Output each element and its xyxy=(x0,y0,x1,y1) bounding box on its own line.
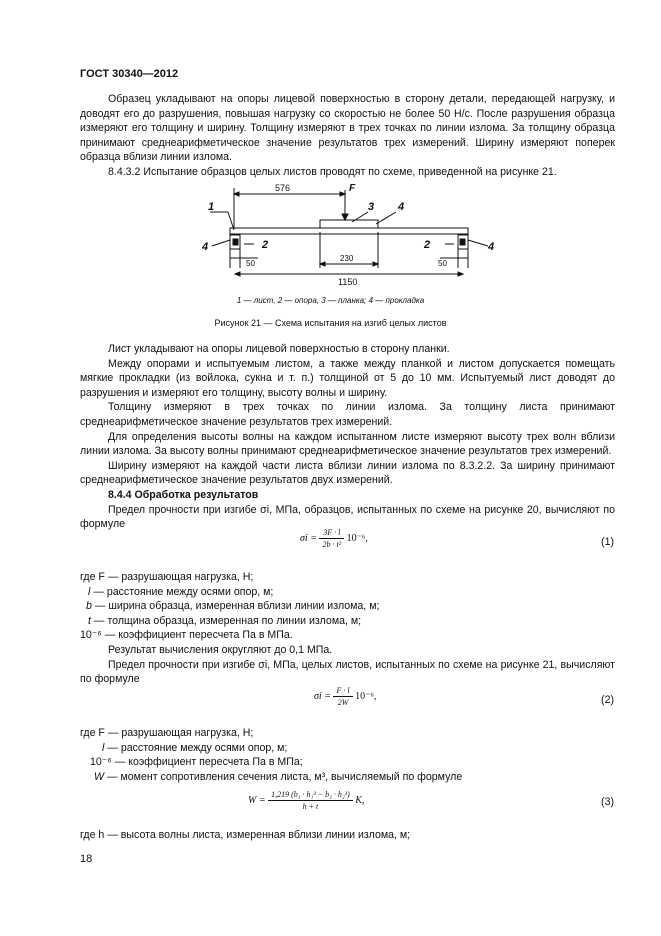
formula-3-lhs: W = xyxy=(248,794,266,806)
def-term: l xyxy=(88,585,91,598)
section-heading: 8.4.4 Обработка результатов xyxy=(108,488,259,501)
def-text: — расстояние между осями опор, м; xyxy=(107,741,288,754)
def-text: — коэффициент пересчета Па в МПа. xyxy=(104,629,293,642)
paragraph: Между опорами и испытуемым листом, а также между планкой и листом допускается помещать мягкие прокладки (из войлока, сукна и т. п.) толщиной от 5 до 10 мм. Испытуемый лист доводят до разрушения и измеряют его толщину, высоту волны и ширину. xyxy=(80,357,615,399)
formula-2-definitions xyxy=(80,726,615,784)
formula-3-numerator: 1,219 (b₁ · h₁³ − b₂ · h₂³) xyxy=(268,790,353,801)
formula-1-denominator: 2b · t² xyxy=(322,540,342,549)
def-term: b xyxy=(86,600,92,613)
paragraph: Предел прочности при изгибе σi, МПа, образцов, испытанных по схеме на рисунке 20, вычисляют по формуле xyxy=(80,503,615,531)
def-text: — расстояние между осями опор, м; xyxy=(93,585,274,598)
dim-50-left-label: 50 xyxy=(246,259,255,268)
label-4-top: 4 xyxy=(398,201,405,213)
formula-2-fraction xyxy=(333,686,352,707)
equation-number-3: (3) xyxy=(601,796,614,808)
paragraph: 8.4.3.2 Испытание образцов целых листов проводят по схеме, приведенной на рисунке 21. xyxy=(108,165,557,178)
figure-legend: 1 — лист, 2 — опора, 3 — планка; 4 — прокладка xyxy=(236,296,425,305)
formula-2-lhs: σi = xyxy=(314,690,331,702)
def-text: — ширина образца, измеренная вблизи линии излома, м; xyxy=(94,600,380,613)
formula-2-denominator: 2W xyxy=(337,698,349,707)
def-text: — разрушающая нагрузка, Н; xyxy=(107,571,254,583)
formula-3-denominator: h + t xyxy=(302,802,319,811)
label-1: 1 xyxy=(208,201,215,213)
formula-1-fraction xyxy=(319,528,344,549)
formula-3-multiplier: K, xyxy=(355,794,365,806)
test-scheme-figure xyxy=(200,180,500,292)
sheet-rect xyxy=(230,228,468,234)
def-text: — разрушающая нагрузка, Н; xyxy=(107,727,254,739)
figure-caption: Рисунок 21 — Схема испытания на изгиб целых листов xyxy=(214,318,447,328)
formula-1-numerator: 3F · l xyxy=(319,528,344,539)
formula-1 xyxy=(300,528,368,549)
rounding-text xyxy=(80,643,615,687)
paragraph: Образец укладывают на опоры лицевой поверхностью в сторону детали, передающей нагрузку, и доводят его до разрушения, повышая нагрузку со скоростью не более 50 Н/с. После разрушения образца измеряют его толщину и ширину. Толщину измеряют в трех точках по линии излома. За толщину образца принимают среднеарифметическое значение результатов трех измерений. Ширину измеряют поперек образца вблизи линии излома. xyxy=(80,93,615,164)
def-term: где F xyxy=(80,727,105,739)
formula-1-definitions xyxy=(80,570,615,643)
label-4-right: 4 xyxy=(488,241,495,253)
label-2-right: 2 xyxy=(424,239,431,251)
def-term: 10⁻⁶ xyxy=(80,629,102,642)
equation-number-2: (2) xyxy=(601,694,614,706)
formula-1-multiplier: 10⁻⁶, xyxy=(346,532,368,544)
def-text: — момент сопротивления сечения листа, м³, вычисляемый по формуле xyxy=(106,770,463,783)
formula-2-numerator: F · l xyxy=(333,686,352,697)
def-term: 10⁻⁶ xyxy=(90,756,112,769)
formula-3-fraction xyxy=(268,790,353,811)
label-4-left: 4 xyxy=(202,241,209,253)
paragraph: Для определения высоты волны на каждом испытанном листе измеряют высоту трех волн вблизи линии излома. За высоту волны принимают среднеарифметическое значение результатов трех измерений. xyxy=(80,430,615,458)
formula-3 xyxy=(248,790,364,811)
dim-1150-label: 1150 xyxy=(338,277,358,287)
paragraph: Результат вычисления округляют до 0,1 МПа. xyxy=(108,644,333,656)
dim-230-label: 230 xyxy=(340,254,354,263)
def-text: — толщина образца, измеренная по линии излома, м; xyxy=(93,614,362,627)
intro-text xyxy=(80,92,615,180)
formula-2-multiplier: 10⁻⁶, xyxy=(355,690,377,702)
formula-3-definitions xyxy=(80,828,615,843)
def-term: l xyxy=(102,741,105,754)
bar-rect xyxy=(320,220,378,228)
paragraph: Толщину измеряют в трех точках по линии излома. За толщину листа принимают среднеарифметическое значение результатов трех измерений. xyxy=(80,401,615,428)
formula-1-lhs: σi = xyxy=(300,532,317,544)
paragraph: Предел прочности при изгибе σi, МПа, целых листов, испытанных по схеме на рисунке 21, вычисляют по формуле xyxy=(80,658,615,686)
label-2-left: 2 xyxy=(262,239,269,251)
paragraph: Ширину измеряют на каждой части листа вблизи линии излома по 8.3.2.2. За ширину принимают среднеарифметическое значение результатов двух измерений. xyxy=(80,459,615,487)
paragraph: Лист укладывают на опоры лицевой поверхностью в сторону планки. xyxy=(108,343,450,355)
force-label: F xyxy=(349,183,356,194)
formula-2 xyxy=(314,686,376,707)
def-text: — высота волны листа, измеренная вблизи линии излома, м; xyxy=(107,829,411,841)
equation-number-1: (1) xyxy=(601,536,614,548)
def-text: — коэффициент пересчета Па в МПа; xyxy=(114,756,303,769)
dim-50-right-label: 50 xyxy=(438,259,447,268)
def-term: где h xyxy=(80,829,105,841)
def-term: t xyxy=(88,614,91,627)
sheet-test-text xyxy=(80,342,615,532)
dim-576-label: 576 xyxy=(275,183,291,193)
page-number: 18 xyxy=(80,853,93,865)
def-term: W xyxy=(94,770,104,783)
label-3: 3 xyxy=(368,201,375,213)
def-term: где F xyxy=(80,571,105,583)
document-header: ГОСТ 30340—2012 xyxy=(80,68,179,80)
